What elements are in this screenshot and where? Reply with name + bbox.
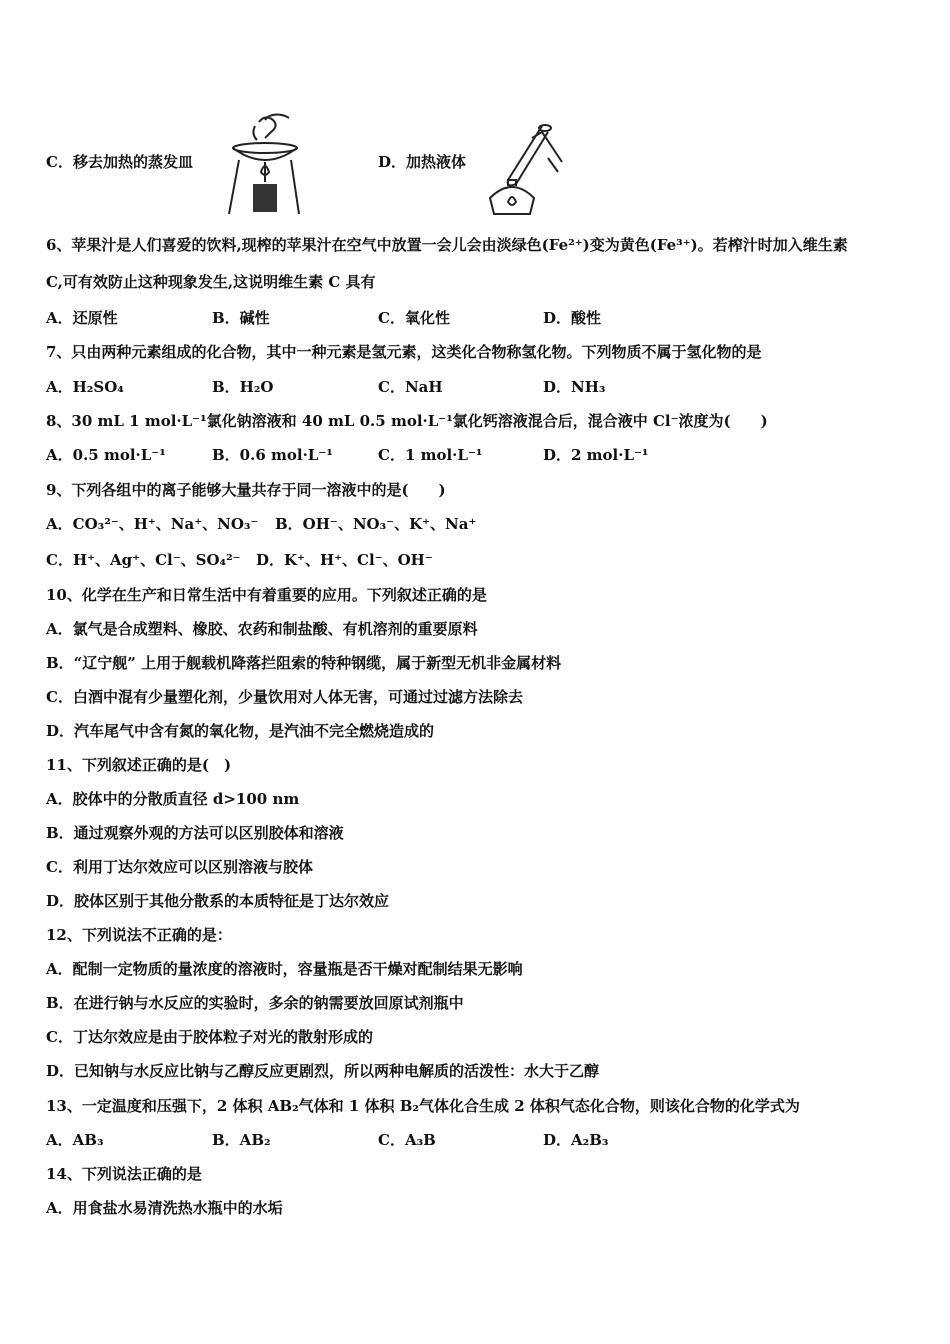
q6-option-a: A．还原性 bbox=[46, 309, 118, 327]
q11-stem: 11、下列叙述正确的是( ) bbox=[46, 756, 232, 774]
heating-liquid-figure bbox=[480, 118, 566, 218]
q10-option-c: C．白酒中混有少量塑化剂，少量饮用对人体无害，可通过过滤方法除去 bbox=[46, 688, 523, 706]
q9-option-b: B．OH⁻、NO₃⁻、K⁺、Na⁺ bbox=[275, 515, 477, 533]
q7-option-c: C．NaH bbox=[378, 378, 443, 396]
evaporating-dish-figure bbox=[225, 112, 303, 216]
q8-option-a: A．0.5 mol·L⁻¹ bbox=[46, 446, 166, 464]
q6-option-c: C．氧化性 bbox=[378, 309, 450, 327]
q10-option-a: A．氯气是合成塑料、橡胶、农药和制盐酸、有机溶剂的重要原料 bbox=[46, 620, 478, 638]
q9-stem: 9、下列各组中的离子能够大量共存于同一溶液中的是( ) bbox=[46, 481, 446, 499]
q13-option-b: B．AB₂ bbox=[212, 1131, 271, 1149]
q12-stem: 12、下列说法不正确的是： bbox=[46, 926, 232, 944]
q5-option-c: C．移去加热的蒸发皿 bbox=[46, 153, 193, 171]
q12-option-b: B．在进行钠与水反应的实验时，多余的钠需要放回原试剂瓶中 bbox=[46, 994, 464, 1012]
q8-stem: 8、30 mL 1 mol·L⁻¹氯化钠溶液和 40 mL 0.5 mol·L⁻¹氯化钙溶液混合后，混合液中 Cl⁻浓度为( ) bbox=[46, 412, 768, 430]
q13-stem: 13、一定温度和压强下，2 体积 AB₂气体和 1 体积 B₂气体化合生成 2 体积气态化合物，则该化合物的化学式为 bbox=[46, 1097, 800, 1115]
q13-option-a: A．AB₃ bbox=[46, 1131, 104, 1149]
q10-option-b: B．“辽宁舰” 上用于舰载机降落拦阻索的特种钢缆，属于新型无机非金属材料 bbox=[46, 654, 562, 672]
q9-option-d: D．K⁺、H⁺、Cl⁻、OH⁻ bbox=[256, 551, 433, 569]
q11-option-a: A．胶体中的分散质直径 d>100 nm bbox=[46, 790, 300, 808]
q10-option-d: D．汽车尾气中含有氮的氧化物，是汽油不完全燃烧造成的 bbox=[46, 722, 435, 740]
q12-option-a: A．配制一定物质的量浓度的溶液时，容量瓶是否干燥对配制结果无影响 bbox=[46, 960, 523, 978]
q11-option-c: C．利用丁达尔效应可以区别溶液与胶体 bbox=[46, 858, 313, 876]
q6-stem-line1: 6、苹果汁是人们喜爱的饮料,现榨的苹果汁在空气中放置一会儿会由淡绿色(Fe²⁺)变为黄色(Fe³⁺)。若榨汁时加入维生素 bbox=[46, 236, 848, 254]
q9-option-a: A．CO₃²⁻、H⁺、Na⁺、NO₃⁻ bbox=[46, 515, 259, 533]
q14-stem: 14、下列说法正确的是 bbox=[46, 1165, 202, 1183]
q7-option-d: D．NH₃ bbox=[543, 378, 606, 396]
q12-option-d: D．已知钠与水反应比钠与乙醇反应更剧烈，所以两种电解质的活泼性：水大于乙醇 bbox=[46, 1062, 600, 1080]
q10-stem: 10、化学在生产和日常生活中有着重要的应用。下列叙述正确的是 bbox=[46, 586, 487, 604]
q5-option-d: D．加热液体 bbox=[378, 153, 467, 171]
q11-option-d: D．胶体区别于其他分散系的本质特征是丁达尔效应 bbox=[46, 892, 390, 910]
q6-option-d: D．酸性 bbox=[543, 309, 602, 327]
q13-option-c: C．A₃B bbox=[378, 1131, 436, 1149]
q6-option-b: B．碱性 bbox=[212, 309, 270, 327]
q8-option-b: B．0.6 mol·L⁻¹ bbox=[212, 446, 333, 464]
q9-option-c: C．H⁺、Ag⁺、Cl⁻、SO₄²⁻ bbox=[46, 551, 241, 569]
q8-option-d: D．2 mol·L⁻¹ bbox=[543, 446, 649, 464]
q6-stem-line2: C,可有效防止这种现象发生,这说明维生素 C 具有 bbox=[46, 273, 376, 291]
q11-option-b: B．通过观察外观的方法可以区别胶体和溶液 bbox=[46, 824, 344, 842]
q12-option-c: C．丁达尔效应是由于胶体粒子对光的散射形成的 bbox=[46, 1028, 373, 1046]
q7-stem: 7、只由两种元素组成的化合物，其中一种元素是氢元素，这类化合物称氢化物。下列物质不属于氢化物的是 bbox=[46, 343, 762, 361]
q14-option-a: A．用食盐水易清洗热水瓶中的水垢 bbox=[46, 1199, 283, 1217]
q8-option-c: C．1 mol·L⁻¹ bbox=[378, 446, 483, 464]
q7-option-a: A．H₂SO₄ bbox=[46, 378, 124, 396]
q13-option-d: D．A₂B₃ bbox=[543, 1131, 609, 1149]
q7-option-b: B．H₂O bbox=[212, 378, 274, 396]
